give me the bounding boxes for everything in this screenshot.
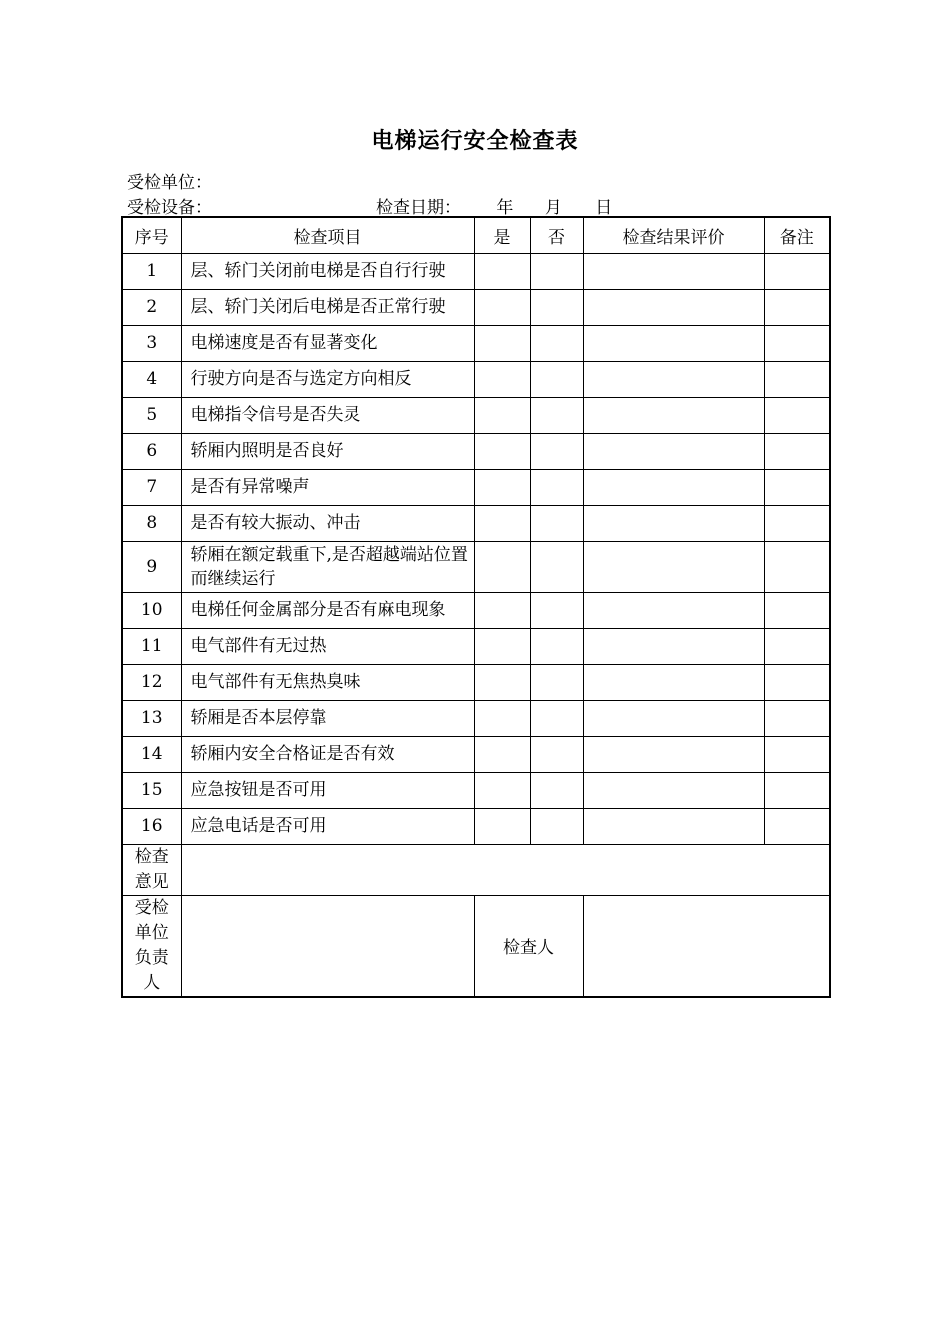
row-number: 14 [122,736,181,772]
remark-cell[interactable] [764,592,830,628]
no-cell[interactable] [530,469,583,505]
result-cell[interactable] [583,469,764,505]
check-item: 轿厢在额定载重下,是否超越端站位置而继续运行 [181,541,474,592]
row-number: 5 [122,397,181,433]
no-cell[interactable] [530,325,583,361]
row-number: 15 [122,772,181,808]
result-cell[interactable] [583,736,764,772]
yes-cell[interactable] [474,289,530,325]
column-header-remark: 备注 [764,217,830,253]
no-cell[interactable] [530,808,583,844]
table-row [122,664,830,700]
row-number: 12 [122,664,181,700]
check-item: 层、轿门关闭前电梯是否自行行驶 [181,253,474,289]
table-row [122,361,830,397]
no-cell[interactable] [530,772,583,808]
remark-cell[interactable] [764,628,830,664]
remark-cell[interactable] [764,808,830,844]
table-row [122,325,830,361]
inspection-table-body [122,217,830,997]
yes-cell[interactable] [474,253,530,289]
check-item: 层、轿门关闭后电梯是否正常行驶 [181,289,474,325]
result-cell[interactable] [583,628,764,664]
yes-cell[interactable] [474,325,530,361]
no-cell[interactable] [530,361,583,397]
result-cell[interactable] [583,433,764,469]
result-cell[interactable] [583,592,764,628]
opinion-label-text: 检查意见 [134,846,169,892]
row-number: 10 [122,592,181,628]
column-header-yes: 是 [474,217,530,253]
check-item: 应急按钮是否可用 [181,772,474,808]
yes-cell[interactable] [474,772,530,808]
remark-cell[interactable] [764,736,830,772]
check-item: 行驶方向是否与选定方向相反 [181,361,474,397]
check-item: 应急电话是否可用 [181,808,474,844]
yes-cell[interactable] [474,592,530,628]
no-cell[interactable] [530,397,583,433]
remark-cell[interactable] [764,541,830,592]
table-row [122,736,830,772]
yes-cell[interactable] [474,469,530,505]
result-cell[interactable] [583,253,764,289]
inspection-table [121,216,831,998]
column-header-no-answer: 否 [530,217,583,253]
remark-cell[interactable] [764,505,830,541]
row-number: 16 [122,808,181,844]
table-row [122,289,830,325]
column-header-item: 检查项目 [181,217,474,253]
check-item: 电梯速度是否有显著变化 [181,325,474,361]
remark-cell[interactable] [764,361,830,397]
result-cell[interactable] [583,772,764,808]
check-item: 电梯指令信号是否失灵 [181,397,474,433]
opinion-row [122,844,830,895]
table-row [122,397,830,433]
row-number: 13 [122,700,181,736]
no-cell[interactable] [530,253,583,289]
table-row [122,808,830,844]
result-cell[interactable] [583,664,764,700]
row-number: 1 [122,253,181,289]
remark-cell[interactable] [764,469,830,505]
no-cell[interactable] [530,433,583,469]
no-cell[interactable] [530,505,583,541]
table-row [122,700,830,736]
remark-cell[interactable] [764,433,830,469]
yes-cell[interactable] [474,700,530,736]
result-cell[interactable] [583,397,764,433]
month-label: 月 [544,198,562,218]
column-header-result: 检查结果评价 [583,217,764,253]
row-number: 4 [122,361,181,397]
check-item: 轿厢内照明是否良好 [181,433,474,469]
inspector-signature-field[interactable] [583,895,830,997]
no-cell[interactable] [530,628,583,664]
yes-cell[interactable] [474,505,530,541]
result-cell[interactable] [583,541,764,592]
row-number: 7 [122,469,181,505]
check-item: 电气部件有无过热 [181,628,474,664]
result-cell[interactable] [583,700,764,736]
opinion-label [122,844,181,895]
table-row [122,541,830,592]
inspected-unit-label: 受检单位： [127,173,212,193]
row-number: 3 [122,325,181,361]
row-number: 9 [122,541,181,592]
yes-cell[interactable] [474,397,530,433]
remark-cell[interactable] [764,664,830,700]
year-label: 年 [496,198,514,218]
row-number: 11 [122,628,181,664]
column-header-no: 序号 [122,217,181,253]
no-cell[interactable] [530,736,583,772]
page-title: 电梯运行安全检查表 [371,128,579,154]
inspection-date [376,193,612,218]
table-row [122,505,830,541]
opinion-field[interactable] [181,844,830,895]
remark-cell[interactable] [764,253,830,289]
row-number: 8 [122,505,181,541]
table-row [122,628,830,664]
no-cell[interactable] [530,592,583,628]
responsible-signature-field[interactable] [181,895,474,997]
table-header-row [122,217,830,253]
result-cell[interactable] [583,361,764,397]
result-cell[interactable] [583,289,764,325]
yes-cell[interactable] [474,361,530,397]
remark-cell[interactable] [764,289,830,325]
no-cell[interactable] [530,289,583,325]
no-cell[interactable] [530,664,583,700]
no-cell[interactable] [530,700,583,736]
responsible-label-text: 受检单位负责人 [134,897,169,993]
check-item: 是否有异常噪声 [181,469,474,505]
remark-cell[interactable] [764,700,830,736]
day-label: 日 [595,198,613,218]
row-number: 2 [122,289,181,325]
remark-cell[interactable] [764,772,830,808]
result-cell[interactable] [583,505,764,541]
yes-cell[interactable] [474,808,530,844]
inspector-label: 检查人 [474,895,583,997]
table-row [122,469,830,505]
table-row [122,592,830,628]
no-cell[interactable] [530,541,583,592]
responsible-label [122,895,181,997]
row-number: 6 [122,433,181,469]
result-cell[interactable] [583,325,764,361]
yes-cell[interactable] [474,664,530,700]
check-item: 轿厢是否本层停靠 [181,700,474,736]
table-row [122,253,830,289]
result-cell[interactable] [583,808,764,844]
signature-row [122,895,830,997]
table-row [122,433,830,469]
yes-cell[interactable] [474,541,530,592]
yes-cell[interactable] [474,433,530,469]
remark-cell[interactable] [764,397,830,433]
table-row [122,772,830,808]
check-item: 电气部件有无焦热臭味 [181,664,474,700]
check-item: 是否有较大振动、冲击 [181,505,474,541]
remark-cell[interactable] [764,325,830,361]
inspected-device-label: 受检设备： [127,198,212,218]
check-item: 电梯任何金属部分是否有麻电现象 [181,592,474,628]
yes-cell[interactable] [474,628,530,664]
check-item: 轿厢内安全合格证是否有效 [181,736,474,772]
yes-cell[interactable] [474,736,530,772]
inspection-date-label: 检查日期： [376,198,461,218]
